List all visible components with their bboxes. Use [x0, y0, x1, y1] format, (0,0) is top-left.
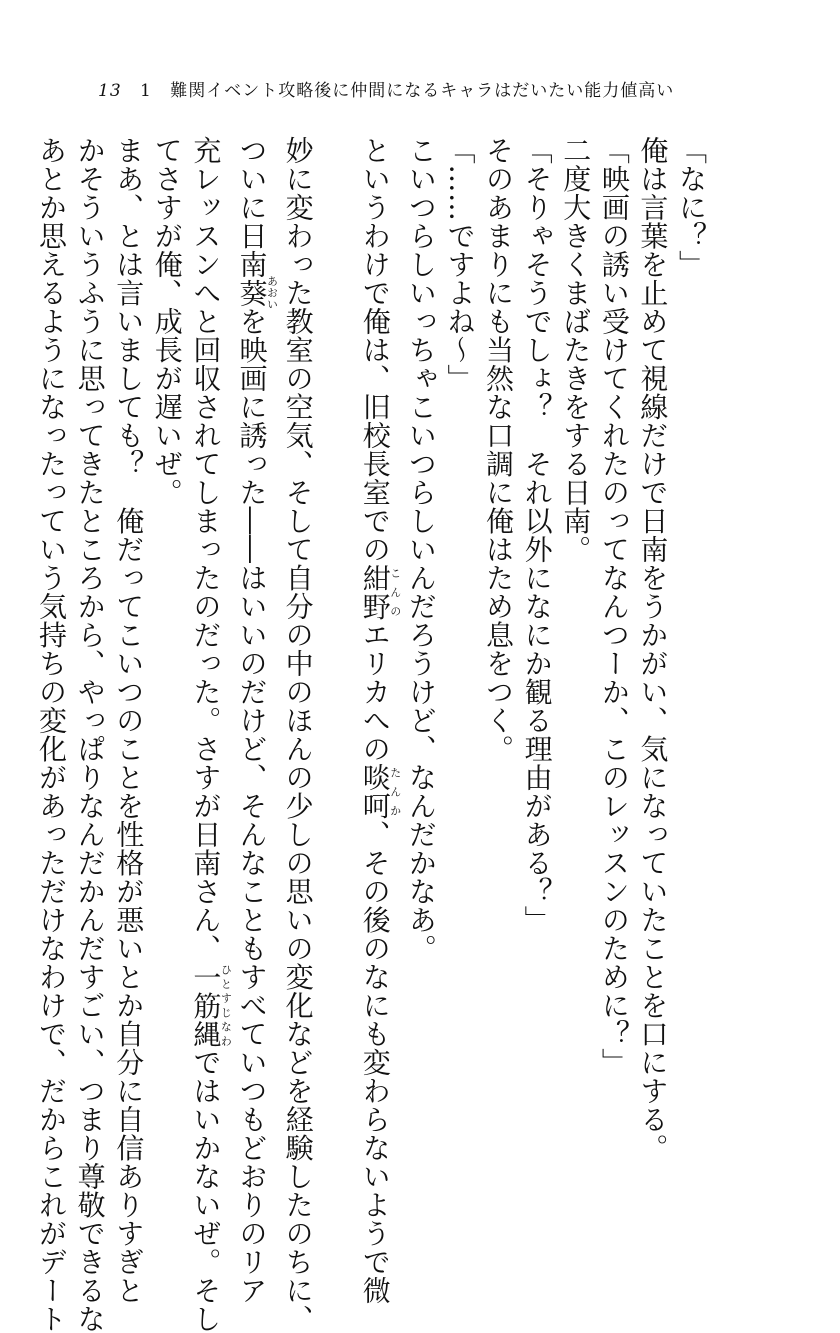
text-line: ついに日南葵あおいを映画に誘った――はいいのだけど、そんなこともすべていつもどおりのリア — [235, 136, 279, 1305]
chapter-number: 1 — [140, 81, 152, 101]
text-line: 「……ですよね～」 — [443, 136, 477, 393]
text-line: まあ、とは言いましても？ 俺だってこいつのことを性格が悪いとか自分に自信ありすぎと — [112, 136, 146, 1305]
furigana: 葵あおい — [235, 275, 279, 310]
furigana: 一筋縄ひとすじなわ — [189, 962, 233, 1048]
text-line: というわけで俺は、旧校長室での紺野こんのエリカへの啖呵たんか、その後のなにも変わらないようで微 — [358, 136, 402, 1305]
furigana: 啖呵たんか — [358, 763, 402, 820]
text-line: あとか思えるようになったっていう気持ちの変化があっただけなわけで、だからこれがデート — [35, 136, 68, 1333]
vertical-body-text — [31, 136, 710, 1333]
text-line: てさすが俺、成長が遅いぜ。 — [150, 136, 184, 507]
text-line: 二度大きくまばたきをする日南。 — [559, 136, 593, 564]
text-line: 「映画の誘い受けてくれたのってなんつーか、このレッスンのために？」 — [597, 136, 631, 1077]
text-line: 「なに？」 — [675, 136, 708, 279]
text-line: 充レッスンへと回収されてしまったのだった。さすが日南さん、一筋縄ひとすじなわではいかないぜ。そし — [189, 136, 233, 1333]
text-line: 俺は言葉を止めて視線だけで日南をうかがい、気になっていたことを口にする。 — [636, 136, 670, 1162]
page-number: 13 — [98, 81, 122, 101]
furigana: 紺野こんの — [358, 563, 402, 621]
chapter-title: 難関イベント攻略後に仲間になるキャラはだいたい能力値高い — [170, 81, 675, 101]
text-line: 妙に変わった教室の空気、そして自分の中のほんの少しの思いの変化などを経験したのちに、 — [281, 136, 315, 1333]
text-line: かそういうふうに思ってきたところから、やっぱりなんだかんだすごい、つまり尊敬できるな — [73, 136, 107, 1333]
text-line: 「そりゃそうでしょ？ それ以外になにか観る理由がある？」 — [520, 136, 554, 934]
running-header — [98, 76, 674, 101]
text-line: そのあまりにも当然な口調に俺はため息をつく。 — [482, 136, 516, 763]
text-line: こいつらしいっちゃこいつらしいんだろうけど、なんだかなあ。 — [404, 136, 438, 963]
